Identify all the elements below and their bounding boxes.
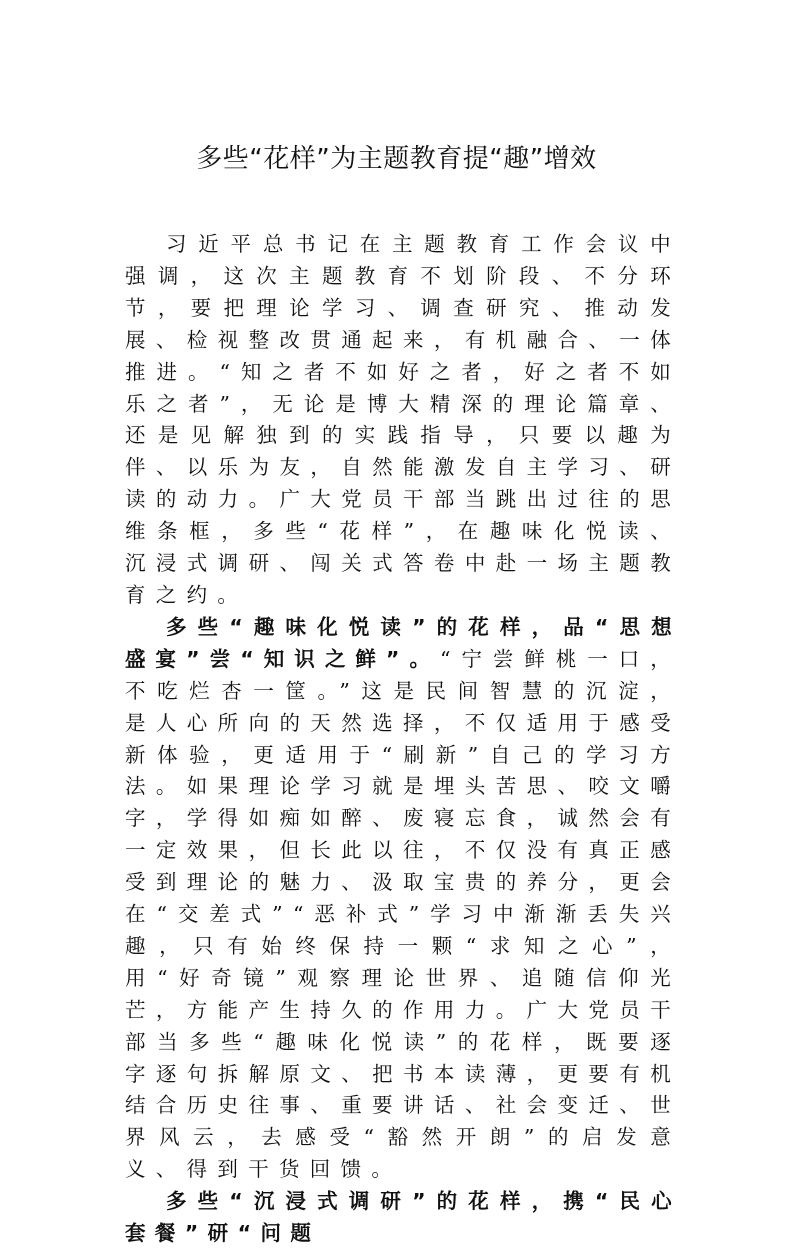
paragraph-lead-heading: 多些“趣味化悦读”的花样，品“思想盛宴”尝“知识之鲜”。 (125, 614, 681, 671)
paragraph-text: 习近平总书记在主题教育工作会议中强调，这次主题教育不划阶段、不分环节，要把理论学习、调查研究、推动发展、检视整改贯通起来，有机融合、一体推进。“知之者不如好之者，好之者不如乐之者”，无论是博大精深的理论篇章、还是见解独到的实践指导，只要以趣为伴、以乐为友，自然能激发自主学习、研读的动力。广大党员干部当跳出过往的思维条框，多些“花样”，在趣味化悦读、沉浸式调研、闯关式答卷中赴一场主题教育之约。 (125, 232, 681, 607)
paragraph-intro (125, 229, 681, 612)
paragraph-text: “宁尝鲜桃一口，不吃烂杏一筐。”这是民间智慧的沉淀，是人心所向的天然选择，不仅适用于感受新体验，更适用于“刷新”自己的学习方法。如果理论学习就是埋头苦思、咬文嚼字，学得如痴如醉、废寝忘食，诚然会有一定效果，但长此以往，不仅没有真正感受到理论的魅力、汲取宝贵的养分，更会在“交差式”“恶补式”学习中渐渐丢失兴趣，只有始终保持一颗“求知之心”，用“好奇镜”观察理论世界、追随信仰光芒，方能产生持久的作用力。广大党员干部当多些“趣味化悦读”的花样，既要逐字逐句拆解原文、把书本读薄，更要有机结合历史往事、重要讲话、社会变迁、世界风云，去感受“豁然开朗”的启发意义、得到干货回馈。 (125, 646, 681, 1182)
document-title: 多些“花样”为主题教育提“趣”增效 (196, 144, 597, 174)
paragraph-reading (125, 612, 681, 1186)
paragraph-lead-heading: 多些“沉浸式调研”的花样，携“民心套餐”研“问题 (125, 1189, 681, 1246)
paragraph-research (125, 1186, 681, 1250)
document-body (125, 229, 681, 1250)
